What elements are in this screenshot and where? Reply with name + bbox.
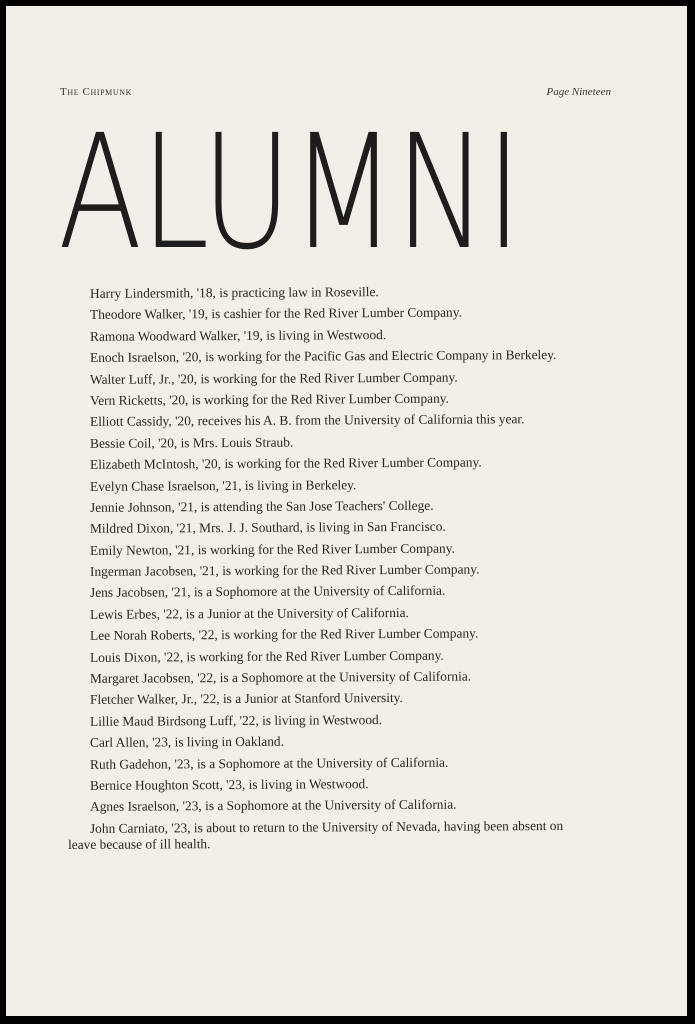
alumni-entry: Emily Newton, '21, is working for the Red River Lumber Company. bbox=[89, 540, 455, 558]
page-number-label: Page Nineteen bbox=[546, 86, 611, 98]
alumni-entry: Jens Jacobsen, '21, is a Sophomore at the University of California. bbox=[89, 583, 446, 601]
alumni-entry: Jennie Johnson, '21, is attending the San Jose Teachers' College. bbox=[89, 497, 434, 515]
publication-name: The Chipmunk bbox=[60, 86, 133, 98]
alumni-entry: Elliott Cassidy, '20, receives his A. B. from the University of California this year. bbox=[89, 411, 525, 430]
alumni-entry: Agnes Israelson, '23, is a Sophomore at the University of California. bbox=[89, 797, 457, 815]
alumni-entry: Ramona Woodward Walker, '19, is living in Westwood. bbox=[89, 326, 387, 344]
alumni-entry: Harry Lindersmith, '18, is practicing law in Roseville. bbox=[89, 284, 379, 301]
alumni-entry: Lewis Erbes, '22, is a Junior at the University of California. bbox=[89, 604, 409, 622]
alumni-entry: Lillie Maud Birdsong Luff, '22, is living in Westwood. bbox=[89, 711, 383, 729]
alumni-entry: Margaret Jacobsen, '22, is a Sophomore at the University of California. bbox=[89, 668, 472, 686]
alumni-entry: Walter Luff, Jr., '20, is working for the Red River Lumber Company. bbox=[89, 369, 458, 387]
alumni-entry: Vern Ricketts, '20, is working for the Red River Lumber Company. bbox=[89, 390, 449, 408]
alumni-entry: Louis Dixon, '22, is working for the Red River Lumber Company. bbox=[89, 647, 444, 665]
alumni-entry: Ingerman Jacobsen, '21, is working for the Red River Lumber Company. bbox=[89, 561, 480, 579]
alumni-entry: Elizabeth McIntosh, '20, is working for the Red River Lumber Company. bbox=[89, 454, 482, 472]
alumni-entry: John Carniato, '23, is about to return to the University of Nevada, having been absent on leave because of ill health. bbox=[68, 817, 564, 852]
alumni-entry: Theodore Walker, '19, is cashier for the Red River Lumber Company. bbox=[89, 304, 462, 323]
alumni-entry: Carl Allen, '23, is living in Oakland. bbox=[89, 733, 285, 751]
alumni-entry: Bernice Houghton Scott, '23, is living in Westwood. bbox=[89, 776, 369, 793]
alumni-entry: Mildred Dixon, '21, Mrs. J. J. Southard, is living in San Francisco. bbox=[89, 518, 446, 537]
alumni-entry: Fletcher Walker, Jr., '22, is a Junior at Stanford University. bbox=[89, 690, 403, 708]
alumni-entry: Ruth Gadehon, '23, is a Sophomore at the University of California. bbox=[89, 754, 449, 772]
alumni-entry: Lee Norah Roberts, '22, is working for the Red River Lumber Company. bbox=[89, 625, 479, 644]
page-title: ALUMNI bbox=[58, 101, 521, 285]
alumni-entry: Enoch Israelson, '20, is working for the Pacific Gas and Electric Company in Berkeley. bbox=[89, 347, 557, 366]
printed-page bbox=[6, 6, 687, 1016]
alumni-entry: Evelyn Chase Israelson, '21, is living in Berkeley. bbox=[89, 476, 357, 494]
alumni-list bbox=[68, 286, 568, 858]
alumni-entry: Bessie Coil, '20, is Mrs. Louis Straub. bbox=[89, 434, 294, 451]
